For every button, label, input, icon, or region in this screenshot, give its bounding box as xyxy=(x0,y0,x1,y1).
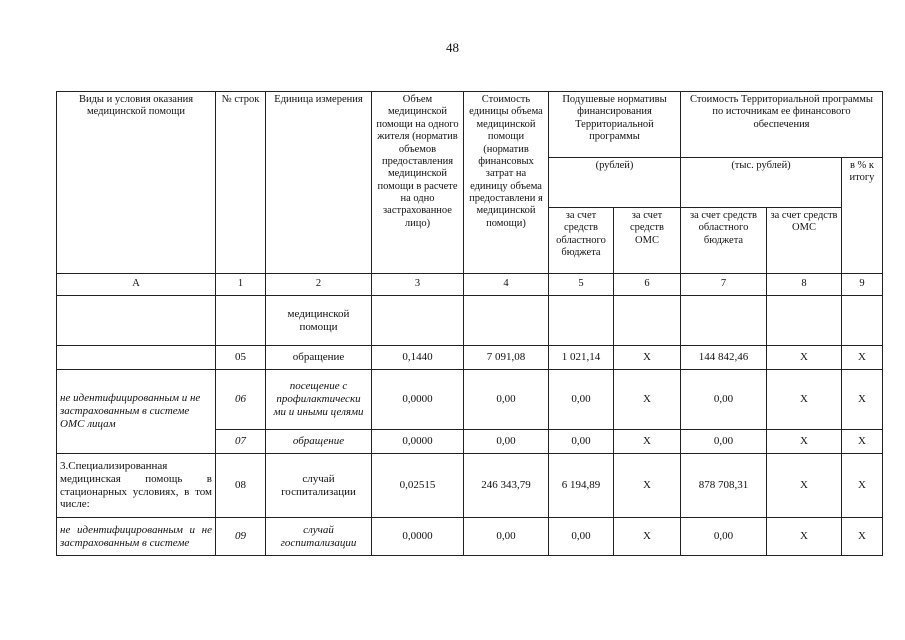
row-regional-cost: 878 708,31 xyxy=(681,454,767,518)
header-thousand-rubles: (тыс. рублей) xyxy=(681,158,842,208)
row-regional-cost xyxy=(681,296,767,346)
row-oms-per-capita: Х xyxy=(614,430,681,454)
header-percent-of-total: в % к итогу xyxy=(842,158,883,274)
header-unit: Единица измерения xyxy=(266,92,372,274)
financing-table xyxy=(56,91,883,556)
header-kind-of-care: Виды и условия оказания медицинской помощи xyxy=(57,92,216,274)
column-number: А xyxy=(57,274,216,296)
row-regional-per-capita: 6 194,89 xyxy=(549,454,614,518)
column-number: 1 xyxy=(216,274,266,296)
row-unit: обращение xyxy=(266,346,372,370)
row-kind-of-care xyxy=(57,296,216,346)
row-oms-cost: Х xyxy=(767,370,842,430)
column-number: 7 xyxy=(681,274,767,296)
row-unit: случай госпитализации xyxy=(266,454,372,518)
column-number: 9 xyxy=(842,274,883,296)
row-percent: Х xyxy=(842,518,883,556)
row-line-number xyxy=(216,296,266,346)
row-regional-cost: 144 842,46 xyxy=(681,346,767,370)
row-unit-cost: 0,00 xyxy=(464,518,549,556)
row-unit: обращение xyxy=(266,430,372,454)
column-number: 2 xyxy=(266,274,372,296)
row-oms-cost: Х xyxy=(767,518,842,556)
row-volume xyxy=(372,296,464,346)
row-kind-of-care: не идентифицированным и не застрахованным в системе ОМС лицам xyxy=(57,370,216,454)
column-number: 3 xyxy=(372,274,464,296)
row-kind-of-care: 3.Специализированная медицинская помощь в стационарных условиях, в том числе: xyxy=(57,454,216,518)
row-unit: медицинской помощи xyxy=(266,296,372,346)
row-unit-cost xyxy=(464,296,549,346)
row-volume: 0,1440 xyxy=(372,346,464,370)
row-line-number: 07 xyxy=(216,430,266,454)
row-volume: 0,0000 xyxy=(372,518,464,556)
column-number: 8 xyxy=(767,274,842,296)
row-volume: 0,0000 xyxy=(372,430,464,454)
row-percent: Х xyxy=(842,346,883,370)
row-oms-per-capita: Х xyxy=(614,346,681,370)
header-unit-cost: Стоимость единицы объема медицинской помощи (норматив финансовых затрат на единицу объема предоставлени я медицинской помощи) xyxy=(464,92,549,274)
column-number: 5 xyxy=(549,274,614,296)
row-line-number: 05 xyxy=(216,346,266,370)
row-oms-per-capita xyxy=(614,296,681,346)
column-number: 4 xyxy=(464,274,549,296)
row-line-number: 09 xyxy=(216,518,266,556)
row-unit-cost: 0,00 xyxy=(464,370,549,430)
row-line-number: 08 xyxy=(216,454,266,518)
row-oms-per-capita: Х xyxy=(614,518,681,556)
row-regional-per-capita: 0,00 xyxy=(549,430,614,454)
row-regional-cost: 0,00 xyxy=(681,518,767,556)
row-line-number: 06 xyxy=(216,370,266,430)
row-unit: посещение с профилактически ми и иными целями xyxy=(266,370,372,430)
row-regional-cost: 0,00 xyxy=(681,430,767,454)
header-volume: Объем медицинской помощи на одного жителя (норматив объемов предоставления медицинской помощи в расчете на одно застрахованное лицо) xyxy=(372,92,464,274)
header-oms-per-capita: за счет средств ОМС xyxy=(614,208,681,274)
header-rubles: (рублей) xyxy=(549,158,681,208)
header-regional-budget-per-capita: за счет средств областного бюджета xyxy=(549,208,614,274)
row-regional-per-capita: 0,00 xyxy=(549,370,614,430)
row-regional-per-capita: 1 021,14 xyxy=(549,346,614,370)
row-percent: Х xyxy=(842,454,883,518)
header-line-number: № строк xyxy=(216,92,266,274)
row-unit: случай госпитализации xyxy=(266,518,372,556)
row-oms-per-capita: Х xyxy=(614,454,681,518)
row-regional-per-capita xyxy=(549,296,614,346)
row-volume: 0,02515 xyxy=(372,454,464,518)
column-number: 6 xyxy=(614,274,681,296)
row-percent: Х xyxy=(842,430,883,454)
row-percent xyxy=(842,296,883,346)
row-unit-cost: 0,00 xyxy=(464,430,549,454)
header-regional-budget-cost: за счет средств областного бюджета xyxy=(681,208,767,274)
row-regional-cost: 0,00 xyxy=(681,370,767,430)
row-kind-of-care xyxy=(57,346,216,370)
row-oms-cost xyxy=(767,296,842,346)
row-unit-cost: 246 343,79 xyxy=(464,454,549,518)
row-regional-per-capita: 0,00 xyxy=(549,518,614,556)
row-percent: Х xyxy=(842,370,883,430)
header-program-cost-group: Стоимость Территориальной программы по источникам ее финансового обеспечения xyxy=(681,92,883,158)
header-oms-cost: за счет средств ОМС xyxy=(767,208,842,274)
row-oms-per-capita: Х xyxy=(614,370,681,430)
row-kind-of-care: не идентифицированным и не застрахованным в системе xyxy=(57,518,216,556)
row-oms-cost: Х xyxy=(767,430,842,454)
page-number: 48 xyxy=(446,40,459,55)
row-unit-cost: 7 091,08 xyxy=(464,346,549,370)
row-oms-cost: Х xyxy=(767,346,842,370)
header-per-capita-group: Подушевые нормативы финансирования Территориальной программы xyxy=(549,92,681,158)
row-oms-cost: Х xyxy=(767,454,842,518)
row-volume: 0,0000 xyxy=(372,370,464,430)
